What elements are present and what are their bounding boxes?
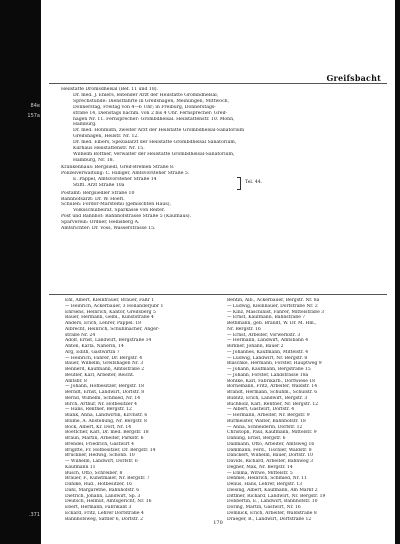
resident-entry: Anten, Karla, Näherin, 14 xyxy=(65,344,124,349)
resident-entry: — Kinz, Maschinist, Fahrer, Mittelstraße 3 xyxy=(227,309,325,315)
resident-entry: Blaschke, Hermann, Förster, Hauptweg 9 xyxy=(227,361,322,367)
resident-entry: — Ernst, Kaufmann, Bahnstraße 7 xyxy=(227,315,306,321)
directory-page xyxy=(41,0,395,544)
resident-entry: Bublitz, Erich, Landwirt, Bergstr. 3 xyxy=(227,395,308,401)
resident-entry: Arg, Edith, Gastwirtin 7 xyxy=(65,349,120,355)
institution-entry: Dr. med. J. Ehlers, leitender Arzt der Heilstätte Grombdhelsal, xyxy=(73,92,219,98)
resident-entry: Burmeister, Walter, Bahnhofstr. 18 xyxy=(227,418,306,424)
service-entry: Post und Bahnhof: Bahnhofstrasse Straße 5 (Kaufhaus). xyxy=(61,214,192,220)
institution-entry: Sprechstunde: Dienstfahrte in Greifshagen, Meinungen, Mittwoch, xyxy=(73,98,230,104)
resident-entry: Draeger, B., Landwirt, Dorfstraße 12 xyxy=(227,516,312,522)
page-number: 170 xyxy=(213,520,223,526)
institution-entry: Dr. med. Elbers, Spezialarzt der Heilstätte Grombdhelsal Sanatorium, xyxy=(73,140,237,146)
resident-entry: Ebert, Hermann, Fabrikant 3 xyxy=(65,505,132,510)
police-contact-row: Stiftl. Arzt Straße 10a xyxy=(73,183,125,188)
resident-entry: Buchholz, Karl, Rentner, Nr. Bergstr. 12 xyxy=(227,401,319,407)
police-contact-rows xyxy=(61,177,381,189)
resident-entry: Brigitte, Fr. Hofbesitzer, Dr. Bergstr. 14 xyxy=(65,447,156,453)
resident-entry: Brandt, Hermann, Schuhm., Schulstr. 6 xyxy=(227,390,318,395)
resident-entry: Dietrich, Johann, Landwirt, Sp. 3 xyxy=(65,493,141,499)
resident-entry: — Heinrich, Fahrer, Dr. Bergstr. 4 xyxy=(65,355,143,361)
edge-fragment: 157a xyxy=(27,113,40,119)
brace-mark xyxy=(237,177,241,190)
resident-entry: — Johann, Kaufmann, Bergstraße 15 xyxy=(227,367,311,372)
resident-entry: Kaufmann 11 xyxy=(65,464,96,470)
service-entry: Postamt: Bergsiedler Straße 10 xyxy=(61,190,135,196)
resident-entry: Dehmel, Heinrich, Schmied, Nr. 11 xyxy=(227,476,307,482)
institution-entry: Donnerstag, Freitag von 4—6 Uhr; in Freiburg, Donnerstags- xyxy=(73,104,216,110)
police-contacts xyxy=(61,177,381,189)
resident-entry: Christoph, Paul, Kaufmann, Mittelstr. 9 xyxy=(227,430,317,436)
resident-entry: Albrecht, Heinrich, Schuhmacher, Anger- xyxy=(65,326,160,332)
resident-entry: Beutler, Karl, Arbeiter, Reicht. xyxy=(65,372,135,378)
resident-entry: Döring, Martin, Gastwirt, Nr. 16 xyxy=(227,505,301,510)
resident-entry: Delius, Hans, Lehrer, Bergstr. 13 xyxy=(227,482,303,487)
institution-entry: straße 14, Dienstags nachm. von 2 bis 4 Uhr. Fernsprecher: Greif- xyxy=(73,110,228,116)
resident-entry: — Johannes, Kaufmann, Mittelstr. 4 xyxy=(227,349,309,355)
resident-entry: Berndt, Ernst, Landwirt, Dorfstr. 8 xyxy=(65,390,145,395)
services-list xyxy=(61,191,381,232)
resident-entry: Dähling, Ernst, Bergstr. 6 xyxy=(227,436,286,441)
service-entry: Volksschulbeirat, Sparkasse von Reiter. xyxy=(73,208,165,214)
resident-entry: — Ernst, Arbeiter, Vorwerkstr. 3 xyxy=(227,332,301,338)
institution-entry: Hamburg, Nr. 18. xyxy=(73,157,114,163)
resident-entry: Nr. Bergstr. 16 xyxy=(227,326,261,332)
police-contact-row: E. Pappel, Amtsvorsteher Straße 14 xyxy=(73,177,157,183)
resident-entry: Bethmann, geb. Brandt, W. Dr. M. Hm., xyxy=(227,321,317,326)
institution-entry: Polizeiverwaltung: C. Hilliger, Amtsvorsteher Straße 5. xyxy=(61,171,190,177)
section-rule xyxy=(49,294,387,295)
service-entry: Amtsrichter: Dr. Voss, Wasserstrasse 15. xyxy=(61,226,156,232)
resident-entry: Dammann, Ferd., Tischler, Waldstr. 8 xyxy=(227,447,312,453)
resident-entry: Bauer, Wilhelm, Greifshagen Nr. 3 xyxy=(65,361,144,367)
institution-entry: hagen Nr. 11. Fernsprecher: Grombdhelsal. Heilstättenstr. 10. Mohn, xyxy=(73,116,235,122)
resident-entry: Boettcher, Karl, Dr. med. Bergstr. 18 xyxy=(65,430,149,436)
resident-entry: Braun, Martin, Arbeiter, Parkstr. 6 xyxy=(65,436,144,441)
resident-entry: Dallmann, Otto, Arbeiter, Amtsweg 16 xyxy=(227,441,315,447)
resident-entry: Bentin, Alb., Ackerbauer, Bergstr. Nr. 8a xyxy=(227,298,320,303)
resident-entry: — Wilhelm, Landwirt, Dorfstr. 6 xyxy=(65,459,138,464)
service-entry: Schulen: Fördor-Marstemu (gemischten Haus), xyxy=(61,202,171,208)
resident-entry: Deutsch, Helmut, Amtsgericht, Nr. 16 xyxy=(65,499,152,505)
resident-entry: Ehrsens, Heinrich, Kantor, Greifsberg 5 xyxy=(65,309,156,315)
resident-entry: Degner, Max, Nr. Bergstr. 14 xyxy=(227,464,293,470)
resident-entry: Bernd, Wilhelm, Schmied, Nr. 14 xyxy=(65,395,141,401)
resident-entry: Birkner, Johann, Bauer 2 xyxy=(227,344,284,349)
service-entry: Sparverein: Ordner, Hellisberg A. xyxy=(61,220,140,226)
resident-entry: Domnick, Erich, Arbeiter, Waldstraße 8 xyxy=(227,510,317,516)
service-entry: Bahnhofsarzt: Dr. W. Hoeft. xyxy=(61,196,125,202)
resident-entry: straße Nr. 24 xyxy=(65,332,96,338)
resident-entry: Dahlke, Rud., Hofbesitzer, 16 xyxy=(65,482,133,487)
resident-entry: Dittmer, Richard, Landwirt, Nr. Bergstr. 19 xyxy=(227,493,326,499)
institutions-list xyxy=(61,87,381,177)
telephone-number: Tel. 44. xyxy=(245,180,263,186)
resident-entry: Brückner, Hedwig, Schönb. 10 xyxy=(65,453,135,459)
institution-entry: Hamburg. xyxy=(73,122,97,128)
resident-entry: Blume, A. Anstellung, Nr. Bergstr. 8 xyxy=(65,418,147,424)
page-header-title: Greifsbacht xyxy=(326,73,381,83)
edge-fragment: .371 xyxy=(28,512,40,518)
resident-entry: Blank, Anna, Landwirtin, Kirchstr. 6 xyxy=(65,413,148,418)
resident-entry: Adolf, Ernst, Landwirt, Bergstraße 14 xyxy=(65,338,152,344)
resident-entry: Danckert, Wilhelm, Bauer, Dorfstr. 10 xyxy=(227,453,314,459)
institution-entry: Kurhaus Heilstättenstr. Nr. 15. xyxy=(73,146,145,152)
residents-column-left xyxy=(65,298,223,522)
institution-entry: Greifshagen, Heilstr. Nr. 12. xyxy=(73,134,139,140)
institution-entry: Dr. med. Hohmuth, zweiter Arzt der Heilstätte Grombdhelsal-Sanatorium xyxy=(73,128,245,134)
resident-entry: Brendel, Friedrich, Gastwirt 4 xyxy=(65,441,134,447)
institution-entry: Wilhelm Böttner, Verwalter der Heilstätte Grombdhelsal-Sanatorium, xyxy=(73,151,235,157)
resident-entry: Diesing, Albert, Kaufmann, Am Markt 2 xyxy=(227,487,318,493)
resident-entry: — Johann, Hofbesitzer, Bergstr. 18 xyxy=(65,384,144,390)
resident-entry: Birch, Arthur, Nr. Hofbesitzer 4 xyxy=(65,401,138,407)
institution-entry: Krankenhaus: Bergsiedl, Greif-Bremen Straße 8. xyxy=(61,165,175,171)
resident-entry: — Anna, Schneiderin, Dorfstr. 12 xyxy=(227,424,303,430)
resident-entry: Bornemann, Fritz, Arbeiter, Waldstr. 14 xyxy=(227,384,318,390)
resident-entry: — Johann, Förster, Landstrasse 18a xyxy=(227,372,309,378)
resident-entry: — Heinrich, Ackerbauer, 3 Hollanderjubr 1 xyxy=(65,303,164,309)
resident-entry: — Albert, Gastwirt, Dorfstr. 4 xyxy=(227,407,295,413)
resident-entry: Busch, Otto, Schreiber, 8 xyxy=(65,470,123,476)
resident-entry: Eckard, Fritz, Lehrer Dorfstraße 4 xyxy=(65,510,144,516)
resident-entry: — Hermann, Arbeiter, Nr. Bergstr. 9 xyxy=(227,413,310,418)
adjacent-page-edge xyxy=(0,0,40,544)
resident-entry: Anders, Erich, Lehrer, Pappel. 18 xyxy=(65,321,142,326)
resident-entry: Dahl, Margarethe, Bahnhofstr. 6 xyxy=(65,487,140,493)
resident-entry: — Hans, Rentner, Bergstr. 12 xyxy=(65,407,132,413)
residents-column-right xyxy=(227,298,385,522)
resident-entry: — Hermann, Landwirt, Amtsbahn 4 xyxy=(227,338,309,344)
resident-entry: Bauer, Hermann, Gelbl., Kunststraße 4 xyxy=(65,315,154,321)
resident-entry: — Ludwig, Landwirt, Nr. Bergstr. 8 xyxy=(227,355,308,361)
edge-fragment: 84e xyxy=(30,103,40,109)
resident-entry: Dobbertin, E., Landwirt, Bahnhofstr. 10 xyxy=(227,499,318,505)
resident-entry: Bock, Albert, Kr. Dorf, Nr. 14 xyxy=(65,424,132,430)
header-rule xyxy=(49,83,387,84)
resident-entry: — Emma, Witwe, Mittelstr. 5 xyxy=(227,470,293,476)
resident-entry: Brauer, F., Kunstmaler, Nr. Bergstr. 7 xyxy=(65,476,150,482)
resident-entry: Ehl, Albert, Kleinfrauer, Brauer, Faßr 1 xyxy=(65,298,155,303)
resident-entry: Amtsbr. 8 xyxy=(65,378,87,384)
resident-entry: Bennerd, Kaufmann, Amtsstraße 2 xyxy=(65,367,145,372)
institution-entry: Heilstätte Dromsdhelsal (Bef. 11 und 18). xyxy=(61,87,159,92)
resident-entry: Davids, Richard, Arbeiter, Bahnweg 3 xyxy=(227,459,313,464)
institutions-section xyxy=(61,87,381,232)
resident-entry: — Ludwig, Kleinbauer, Dorfstraße Nr. 2 xyxy=(227,303,318,309)
resident-entry: Bohlke, Karl, Fabrikarb., Dorfwiese 18 xyxy=(227,378,316,384)
resident-entry: Bahnhofsweg, Sattler 6, Dorfstr. 2 xyxy=(65,516,144,522)
